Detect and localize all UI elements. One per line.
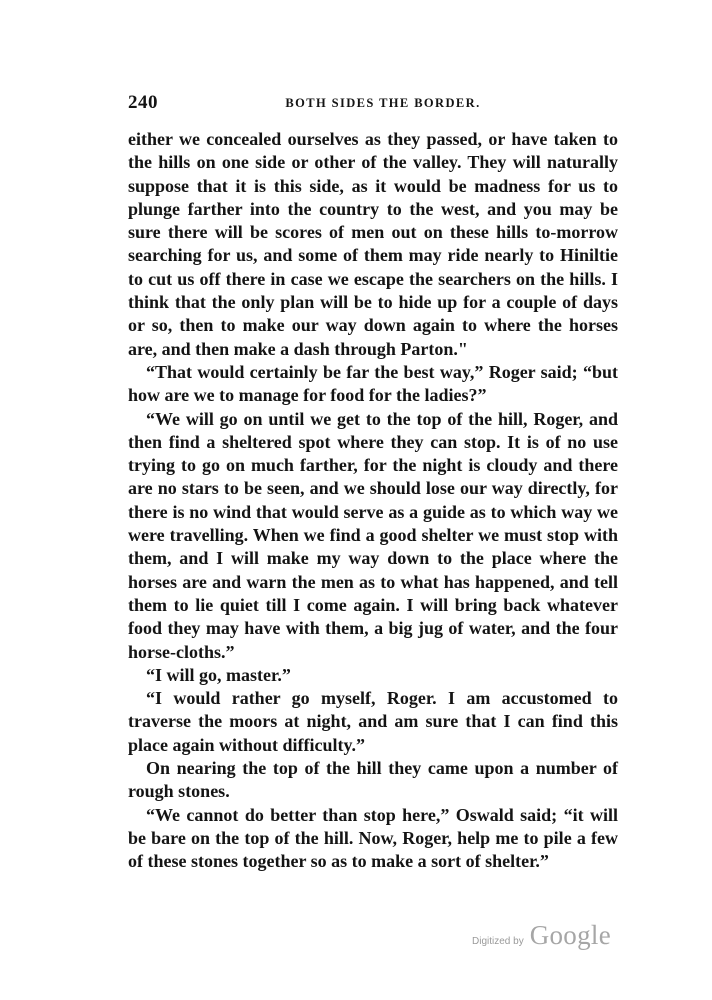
paragraph: On nearing the top of the hill they came upon a number of rough stones. [128, 758, 618, 802]
paragraph: “We will go on until we get to the top of the hill, Roger, and then find a sheltered spot where they can stop. It is of no use trying to go on much farther, for the night is cloudy and there are no stars to be seen, and we should lose our way directly, for there is no wind that would serve as a guide as to which way we were travelling. When we find a good shelter we must stop with them, and I will make my way down to the place where the horses are and warn the men as to what has happened, and tell them to lie quiet till I come again. I will bring back whatever food they may have with them, a big jug of water, and the four horse-cloths.” [128, 408, 618, 662]
body-text [128, 128, 618, 874]
paragraph: “I will go, master.” [146, 664, 291, 685]
paragraph: “I would rather go myself, Roger. I am accustomed to traverse the moors at night, and am sure that I can find this place again without difficulty.” [128, 688, 618, 755]
page-header [128, 92, 618, 120]
page-number: 240 [128, 92, 158, 113]
paragraph: “We cannot do better than stop here,” Oswald said; “it will be bare on the top of the hill. Now, Roger, help me to pile a few of these stones together so as to make a sort of shelter.” [128, 804, 618, 872]
google-logo: Google [529, 920, 611, 950]
paragraph: either we concealed ourselves as they passed, or have taken to the hills on one side or other of the valley. They will naturally suppose that it is this side, as it would be madness for us to plunge farther into the country to the west, and you may be sure there will be scores of men out on these hills to-morrow searching for us, and some of them may ride nearly to Hiniltie to cut us off there in case we escape the searchers on the hills. I think that the only plan will be to hide up for a couple of days or so, then to make our way down again to where the horses are, and then make a dash through Parton." [128, 129, 618, 359]
watermark-prefix: Digitized by [472, 936, 524, 947]
running-head: BOTH SIDES THE BORDER. [285, 96, 481, 110]
paragraph: “That would certainly be far the best way,” Roger said; “but how are we to manage for food for the ladies?” [128, 361, 618, 406]
digitized-watermark [472, 920, 611, 950]
